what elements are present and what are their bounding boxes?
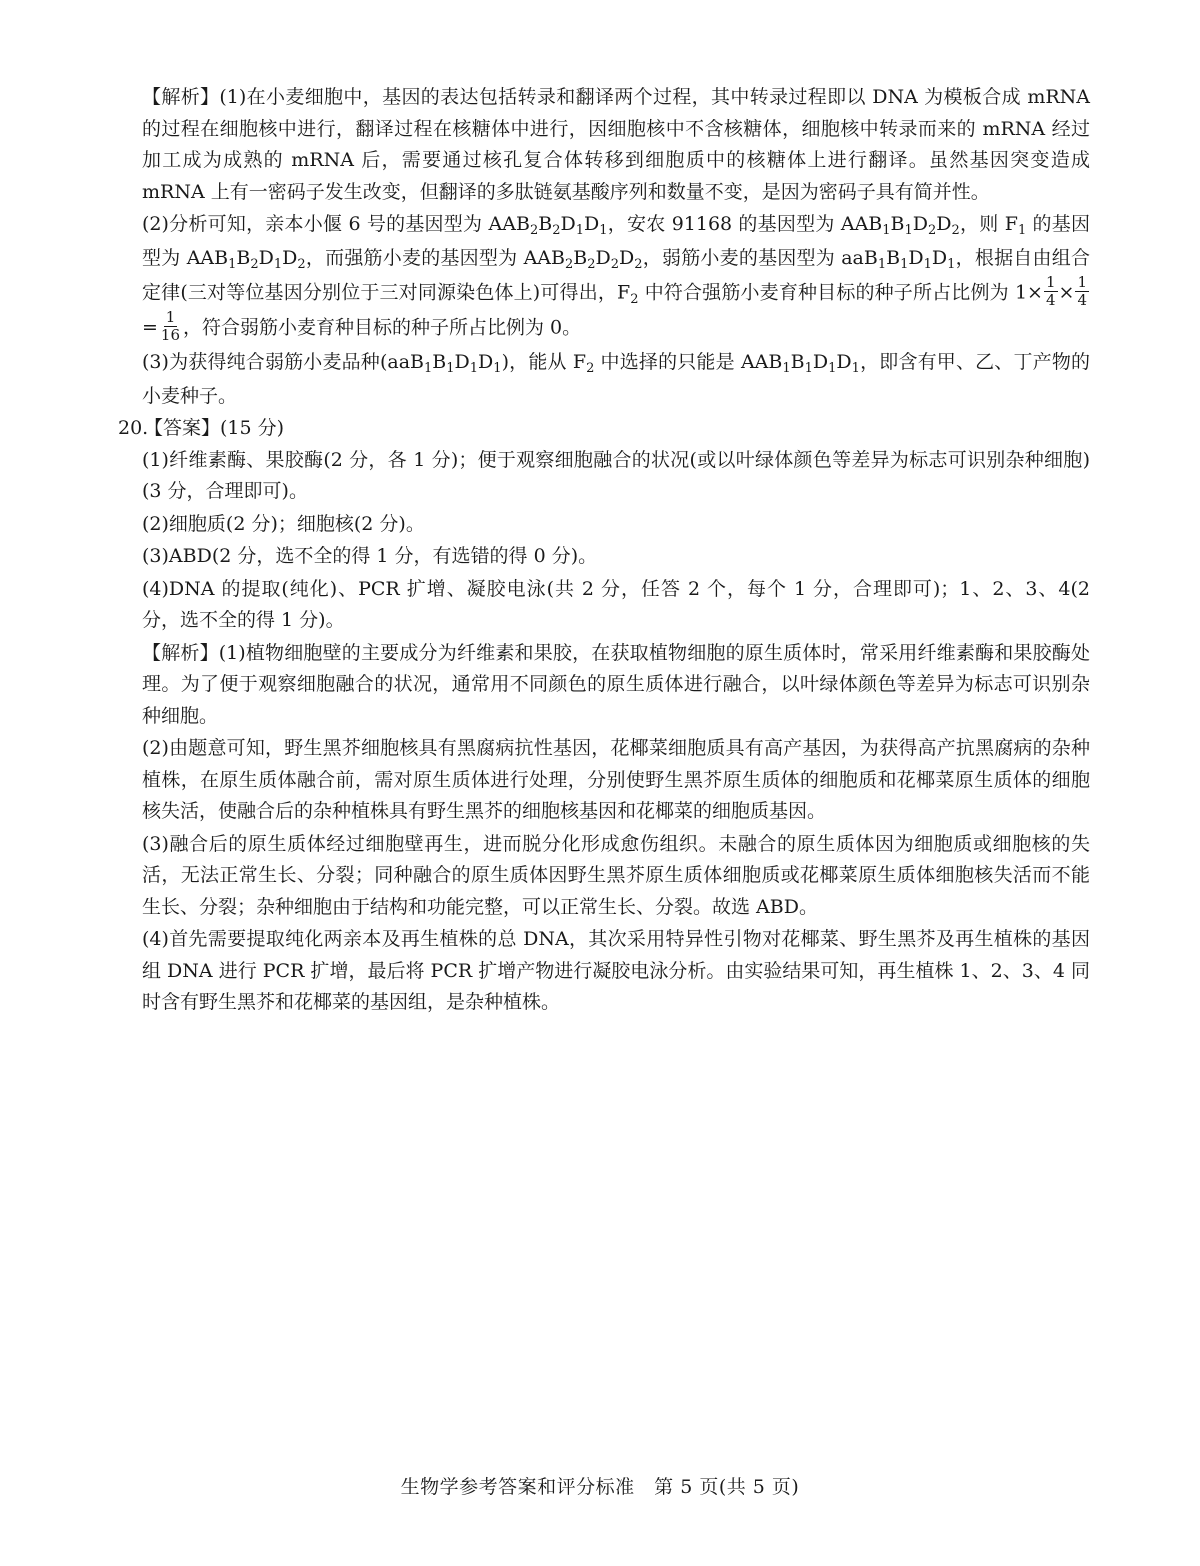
q20-analysis-4: (4)首先需要提取纯化两亲本及再生植株的总 DNA，其次采用特异性引物对花椰菜、野生黑芥及再生植株的基因组 DNA 进行 PCR 扩增，最后将 PCR 扩增产物进行凝胶电泳分析。由实验结果可知，再生植株 1、2、3、4 同时含有野生黑芥和花椰菜的基因组，是杂种植株。	[142, 928, 1090, 1013]
q20-analysis-1: 【解析】(1)植物细胞壁的主要成分为纤维素和果胶，在获取植物细胞的原生质体时，常采用纤维素酶和果胶酶处理。为了便于观察细胞融合的状况，通常用不同颜色的原生质体进行融合，以叶绿体颜色等差异为标志可识别杂种细胞。	[142, 641, 1090, 727]
q20-answer-2: (2)细胞质(2 分)；细胞核(2 分)。	[142, 512, 425, 535]
page-content	[118, 82, 1090, 1020]
fraction-one-quarter-2: $\frac{1}{4}$	[1077, 273, 1087, 309]
page-footer: 生物学参考答案和评分标准 第 5 页(共 5 页)	[400, 1476, 800, 1498]
q20-answer-4: (4)DNA 的提取(纯化)、PCR 扩增、凝胶电泳(共 2 分，任答 2 个，每个 1 分，合理即可)；1、2、3、4(2 分，选不全的得 1 分)。	[142, 577, 1090, 631]
q19-analysis-1: 【解析】(1)在小麦细胞中，基因的表达包括转录和翻译两个过程，其中转录过程即以 DNA 为模板合成 mRNA 的过程在细胞核中进行，翻译过程在核糖体中进行，因细胞核中不含核糖体，细胞核中转录而来的 mRNA 经过加工成为成熟的 mRNA 后，需要通过核孔复合体转移到细胞质中的核糖体上进行翻译。虽然基因突变造成 mRNA 上有一密码子发生改变，但翻译的多肽链氨基酸序列和数量不变，是因为密码子具有简并性。	[142, 86, 1090, 203]
q20-analysis-3: (3)融合后的原生质体经过细胞壁再生，进而脱分化形成愈伤组织。未融合的原生质体因为细胞质或细胞核的失活，无法正常生长、分裂；同种融合的原生质体因野生黑芥原生质体细胞质或花椰菜原生质体细胞核失活而不能生长、分裂；杂种细胞由于结构和功能完整，可以正常生长、分裂。故选 ABD。	[142, 832, 1090, 918]
q19-analysis-3: (3)为获得纯合弱筋小麦品种$(aaB_1B_1D_1D_1)$，能从 $F_2$ 中选择的只能是 $AAB_1B_1D_1D_1$，即含有甲、乙、丁产物的小麦种子。	[142, 351, 1090, 407]
q20-answer-1: (1)纤维素酶、果胶酶(2 分，各 1 分)；便于观察细胞融合的状况(或以叶绿体颜色等差异为标志可识别杂种细胞)(3 分，合理即可)。	[142, 448, 1090, 502]
q20-analysis-2: (2)由题意可知，野生黑芥细胞核具有黑腐病抗性基因，花椰菜细胞质具有高产基因，为获得高产抗黑腐病的杂种植株，在原生质体融合前，需对原生质体进行处理，分别使野生黑芥原生质体的细胞质和花椰菜原生质体的细胞核失活，使融合后的杂种植株具有野生黑芥的细胞核基因和花椰菜的细胞质基因。	[142, 737, 1090, 822]
q19-analysis-2: (2)分析可知，亲本小偃 6 号的基因型为 $AAB_2B_2D_1D_1$，安农 91168 的基因型为 $AAB_1B_1D_2D_2$，则 $F_1$ 的基因型为 $AAB_1B_2D_1D_2$，而强筋小麦的基因型为 $AAB_2B_2D_2D_2$，弱筋小麦的基因型为 $aaB_1B_1D_1D_1$，根据自由组合定律(三对等位基因分别位于三对同源染色体上)可得出，$F_2$ 中符合强筋小麦育种目标的种子所占比例为 1× $\frac{1}{4}$ × $\frac{1}{4}$ = $\frac{1}{16}$ ，符合弱筋小麦育种目标的种子所占比例为 0。	[142, 213, 1090, 344]
fraction-one-quarter: $\frac{1}{4}$	[1045, 273, 1056, 309]
question-number: 20.	[118, 417, 149, 439]
q20-answer-heading: 20.【答案】(15 分)	[118, 413, 1090, 445]
q20-answer-3: (3)ABD(2 分，选不全的得 1 分，有选错的得 0 分)。	[142, 545, 598, 567]
fraction-one-sixteenth: $\frac{1}{16}$	[160, 308, 181, 344]
